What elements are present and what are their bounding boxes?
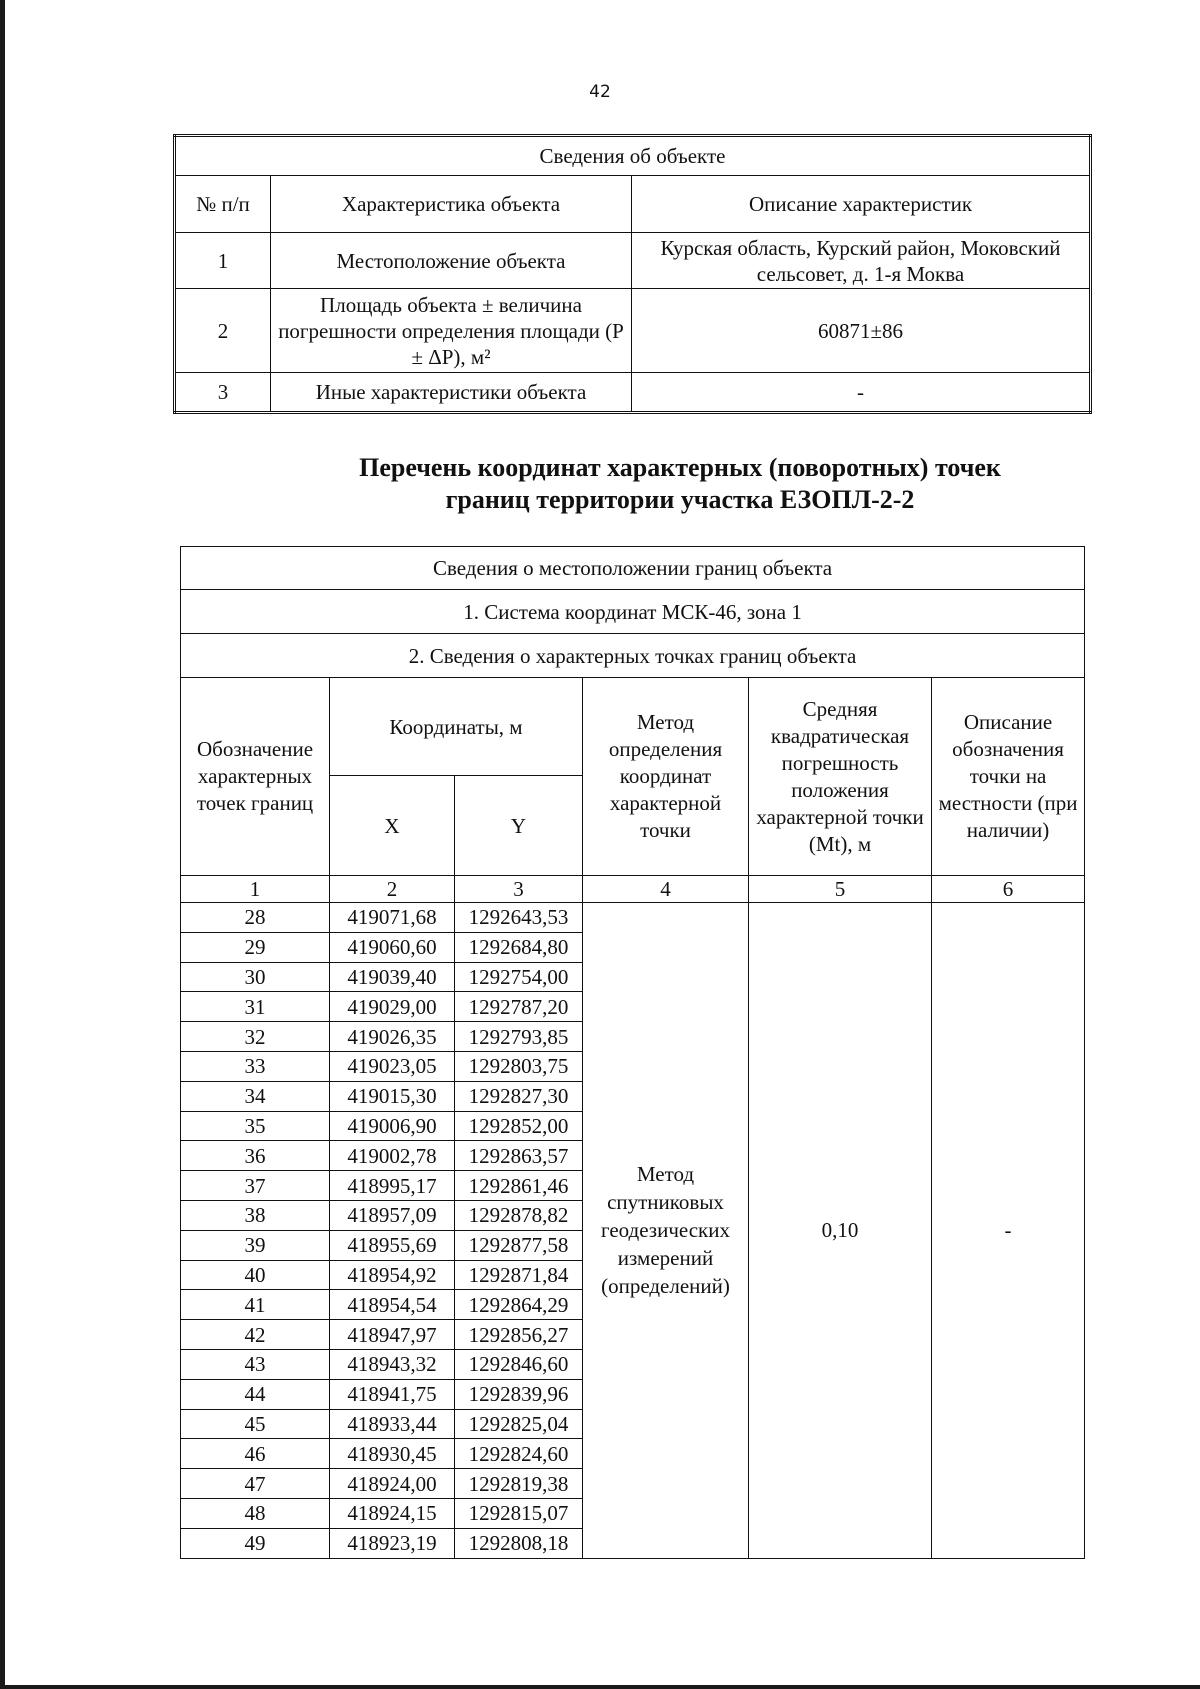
points-section-title: 2. Сведения о характерных точках границ объекта (181, 634, 1085, 678)
header-characteristic: Характеристика объекта (271, 176, 632, 233)
x-coordinate: 418954,54 (330, 1290, 455, 1320)
header-x: X (330, 776, 455, 876)
x-coordinate: 419029,00 (330, 992, 455, 1022)
y-coordinate: 1292852,00 (455, 1111, 583, 1141)
list-title-line-1: Перечень координат характерных (поворотных) точек (359, 453, 1001, 482)
object-row-description: 60871±86 (632, 289, 1091, 373)
coordinates-body (181, 903, 1085, 1559)
x-coordinate: 419006,90 (330, 1111, 455, 1141)
column-number: 6 (932, 876, 1085, 903)
point-number: 37 (181, 1171, 330, 1201)
column-number: 1 (181, 876, 330, 903)
x-coordinate: 419060,60 (330, 932, 455, 962)
list-title-line-2: границ территории участка ЕЗОПЛ-2-2 (445, 485, 915, 514)
point-number: 33 (181, 1051, 330, 1081)
object-row-description: - (632, 373, 1091, 413)
object-row-description: Курская область, Курский район, Моковский сельсовет, д. 1-я Моква (632, 233, 1091, 289)
point-description-cell: - (932, 903, 1085, 1559)
x-coordinate: 419026,35 (330, 1022, 455, 1052)
x-coordinate: 418941,75 (330, 1379, 455, 1409)
point-number: 35 (181, 1111, 330, 1141)
y-coordinate: 1292871,84 (455, 1260, 583, 1290)
y-coordinate: 1292803,75 (455, 1051, 583, 1081)
y-coordinate: 1292864,29 (455, 1290, 583, 1320)
x-coordinate: 418954,92 (330, 1260, 455, 1290)
x-coordinate: 418943,32 (330, 1349, 455, 1379)
x-coordinate: 418924,00 (330, 1469, 455, 1499)
point-number: 29 (181, 932, 330, 962)
y-coordinate: 1292878,82 (455, 1200, 583, 1230)
x-coordinate: 418933,44 (330, 1409, 455, 1439)
header-description: Описание характеристик (632, 176, 1091, 233)
y-coordinate: 1292827,30 (455, 1081, 583, 1111)
x-coordinate: 419015,30 (330, 1081, 455, 1111)
y-coordinate: 1292846,60 (455, 1349, 583, 1379)
point-number: 34 (181, 1081, 330, 1111)
x-coordinate: 419039,40 (330, 962, 455, 992)
page-number: 42 (589, 82, 611, 102)
object-row-characteristic: Местоположение объекта (271, 233, 632, 289)
object-row-characteristic: Иные характеристики объекта (271, 373, 632, 413)
column-number: 2 (330, 876, 455, 903)
x-coordinate: 419002,78 (330, 1141, 455, 1171)
header-point-designation: Обозначение характерных точек границ (181, 678, 330, 876)
header-error: Средняя квадратическая погрешность положения характерной точки (Mt), м (749, 678, 932, 876)
point-number: 42 (181, 1320, 330, 1350)
point-number: 43 (181, 1349, 330, 1379)
coordinates-list-title (230, 452, 1130, 516)
point-number: 30 (181, 962, 330, 992)
point-number: 45 (181, 1409, 330, 1439)
location-title: Сведения о местоположении границ объекта (181, 547, 1085, 590)
column-number: 5 (749, 876, 932, 903)
y-coordinate: 1292839,96 (455, 1379, 583, 1409)
object-info-title: Сведения об объекте (175, 136, 1091, 176)
x-coordinate: 418924,15 (330, 1498, 455, 1528)
error-cell: 0,10 (749, 903, 932, 1559)
x-coordinate: 418995,17 (330, 1171, 455, 1201)
y-coordinate: 1292856,27 (455, 1320, 583, 1350)
object-row-characteristic: Площадь объекта ± величина погрешности определения площади (P ± ΔP), м² (271, 289, 632, 373)
scan-edge-bottom (0, 1685, 1200, 1689)
point-number: 36 (181, 1141, 330, 1171)
y-coordinate: 1292787,20 (455, 992, 583, 1022)
header-method: Метод определения координат характерной точки (583, 678, 749, 876)
object-row-num: 1 (175, 233, 271, 289)
point-number: 28 (181, 903, 330, 933)
method-cell: Метод спутниковых геодезических измерений (определений) (583, 903, 749, 1559)
point-number: 32 (181, 1022, 330, 1052)
y-coordinate: 1292863,57 (455, 1141, 583, 1171)
x-coordinate: 418947,97 (330, 1320, 455, 1350)
table-row (181, 903, 1085, 933)
y-coordinate: 1292825,04 (455, 1409, 583, 1439)
point-number: 41 (181, 1290, 330, 1320)
x-coordinate: 419023,05 (330, 1051, 455, 1081)
x-coordinate: 418955,69 (330, 1230, 455, 1260)
scan-edge-left (0, 0, 5, 1689)
object-info-table (173, 134, 1092, 414)
y-coordinate: 1292684,80 (455, 932, 583, 962)
y-coordinate: 1292808,18 (455, 1528, 583, 1558)
x-coordinate: 418923,19 (330, 1528, 455, 1558)
column-number: 4 (583, 876, 749, 903)
y-coordinate: 1292815,07 (455, 1498, 583, 1528)
header-y: Y (455, 776, 583, 876)
point-number: 44 (181, 1379, 330, 1409)
y-coordinate: 1292819,38 (455, 1469, 583, 1499)
object-row-num: 3 (175, 373, 271, 413)
object-row-num: 2 (175, 289, 271, 373)
coordinate-system: 1. Система координат МСК-46, зона 1 (181, 590, 1085, 634)
point-number: 49 (181, 1528, 330, 1558)
header-point-description: Описание обозначения точки на местности (при наличии) (932, 678, 1085, 876)
point-number: 38 (181, 1200, 330, 1230)
column-number: 3 (455, 876, 583, 903)
point-number: 39 (181, 1230, 330, 1260)
point-number: 31 (181, 992, 330, 1022)
point-number: 46 (181, 1439, 330, 1469)
x-coordinate: 419071,68 (330, 903, 455, 933)
header-coordinates: Координаты, м (330, 678, 583, 776)
x-coordinate: 418930,45 (330, 1439, 455, 1469)
y-coordinate: 1292877,58 (455, 1230, 583, 1260)
point-number: 47 (181, 1469, 330, 1499)
point-number: 48 (181, 1498, 330, 1528)
y-coordinate: 1292643,53 (455, 903, 583, 933)
point-number: 40 (181, 1260, 330, 1290)
y-coordinate: 1292824,60 (455, 1439, 583, 1469)
y-coordinate: 1292793,85 (455, 1022, 583, 1052)
y-coordinate: 1292754,00 (455, 962, 583, 992)
coordinates-table (180, 546, 1085, 1559)
header-num: № п/п (175, 176, 271, 233)
y-coordinate: 1292861,46 (455, 1171, 583, 1201)
x-coordinate: 418957,09 (330, 1200, 455, 1230)
